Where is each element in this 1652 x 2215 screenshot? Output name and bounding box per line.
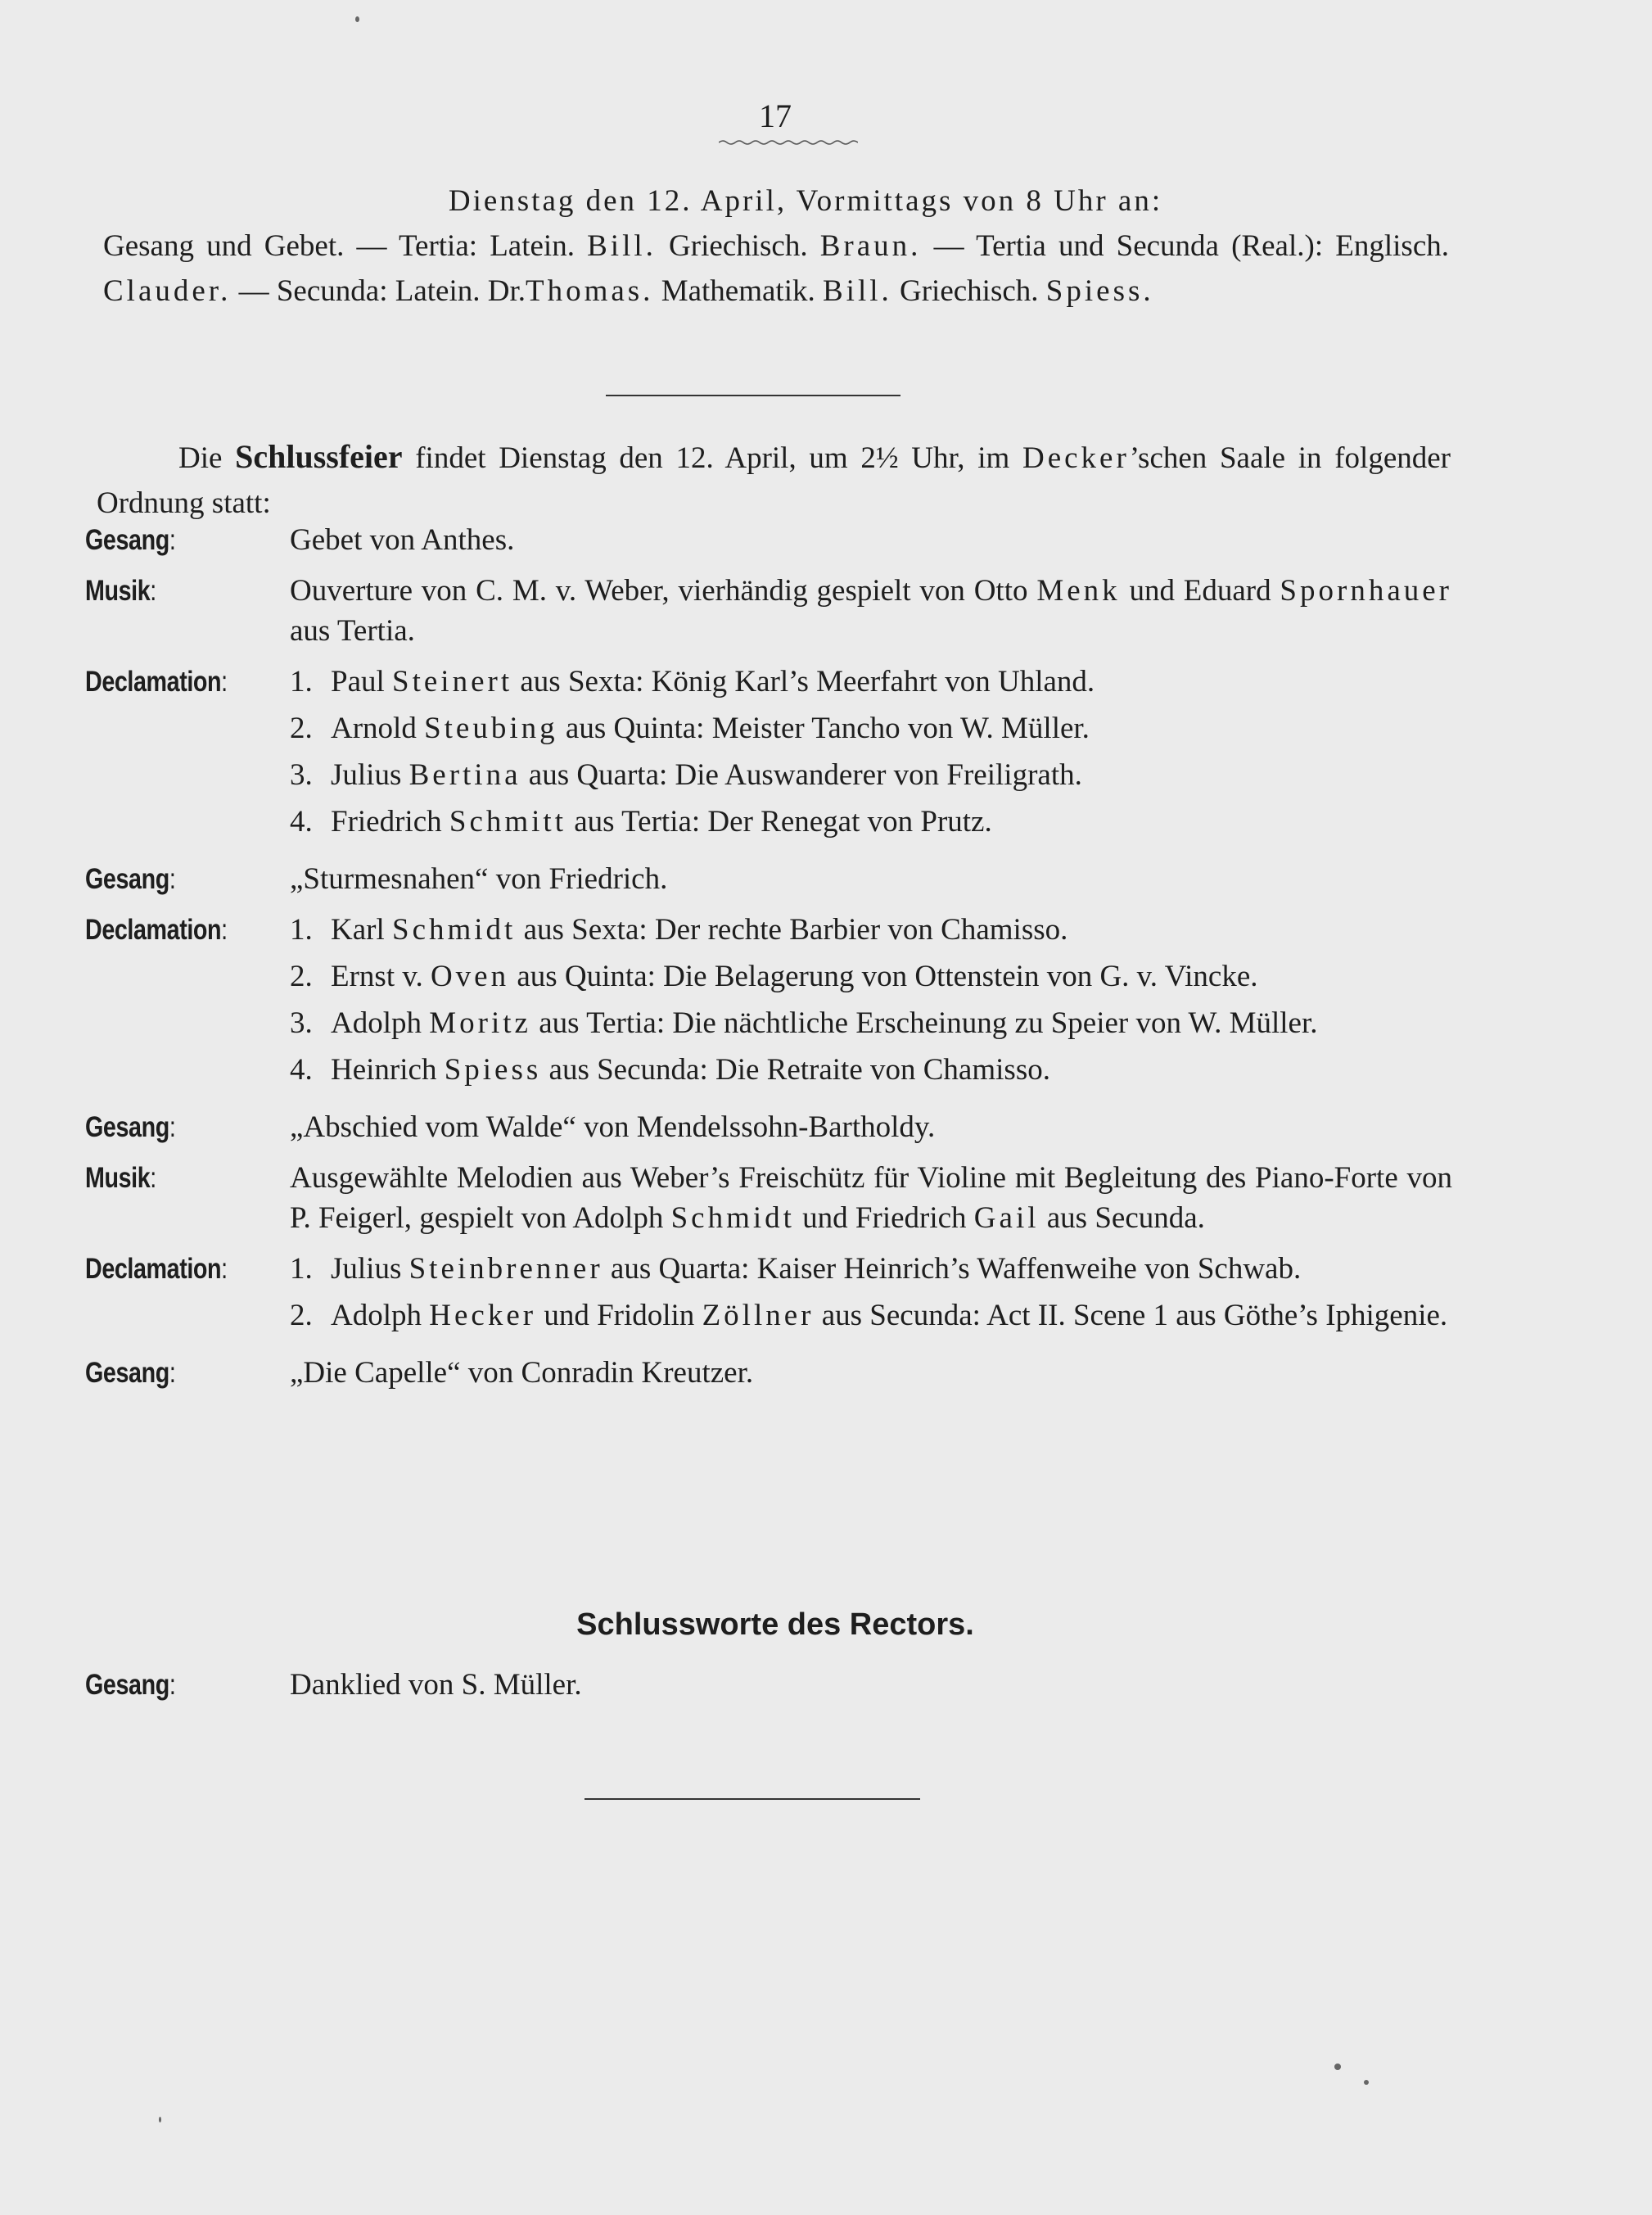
- list-item: 3. Adolph Moritz aus Tertia: Die nächtliche Erscheinung zu Speier von W. Müller.: [290, 1006, 1318, 1040]
- program-row: [85, 910, 1452, 1096]
- intro-paragraph: Die Schlussfeier findet Dienstag den 12. April, um 2½ Uhr, im Decker’schen Saale in folgender Ordnung statt:: [97, 438, 1451, 520]
- program-row: Musik: Ouverture von C. M. v. Weber, vierhändig gespielt von Otto Menk und Eduard Spornhauer aus Tertia.: [85, 571, 1452, 651]
- schlussfeier-heading: Schlussfeier: [235, 438, 403, 475]
- program-row: Gesang: Danklied von S. Müller.: [85, 1665, 1452, 1705]
- paper-speck: [159, 2117, 161, 2122]
- list-item: 1. Julius Steinbrenner aus Quarta: Kaiser Heinrich’s Waffenweihe von Schwab.: [290, 1252, 1302, 1286]
- list-item: 2. Adolph Hecker und Fridolin Zöllner aus Secunda: Act II. Scene 1 aus Göthe’s Iphigenie.: [290, 1299, 1448, 1332]
- program-row: Gesang: „Die Capelle“ von Conradin Kreutzer.: [85, 1353, 1452, 1393]
- end-divider: [585, 1798, 920, 1800]
- list-item: 2. Arnold Steubing aus Quinta: Meister Tancho von W. Müller.: [290, 712, 1090, 745]
- ceremony-program: [85, 520, 1452, 1404]
- list-item: 4. Friedrich Schmitt aus Tertia: Der Renegat von Prutz.: [290, 805, 992, 839]
- program-row: Musik: Ausgewählte Melodien aus Weber’s Freischütz für Violine mit Begleitung des Piano-Forte von P. Feigerl, gespielt von Adolph Schmidt und Friedrich Gail aus Secunda.: [85, 1158, 1452, 1238]
- page-number: 17: [759, 97, 792, 134]
- section-divider: [606, 395, 900, 396]
- program-row: [85, 662, 1452, 848]
- program-row: Gesang: „Sturmesnahen“ von Friedrich.: [85, 859, 1452, 899]
- exam-text: Gesang und Gebet. — Tertia: Latein. Bill. Griechisch. Braun. — Tertia und Secunda (Real.): Englisch. Clauder. — Secunda: Latein. Dr.Thomas. Mathematik. Bill. Griechisch. Spiess.: [103, 229, 1449, 308]
- program-label: Gesang:: [85, 1111, 176, 1143]
- list-item: 4. Heinrich Spiess aus Secunda: Die Retraite von Chamisso.: [290, 1053, 1050, 1087]
- list-item: 1. Karl Schmidt aus Sexta: Der rechte Barbier von Chamisso.: [290, 913, 1068, 947]
- closing-heading: Schlussworte des Rectors.: [576, 1607, 974, 1642]
- program-label: Musik:: [85, 1162, 156, 1194]
- program-label: Gesang:: [85, 863, 176, 895]
- program-label: Declamation:: [85, 914, 228, 946]
- paper-speck: [1334, 2064, 1341, 2070]
- list-item: 1. Paul Steinert aus Sexta: König Karl’s Meerfahrt von Uhland.: [290, 665, 1095, 698]
- program-row: [85, 1249, 1452, 1342]
- final-program-item: [85, 1665, 1452, 1715]
- exam-schedule: [97, 179, 1449, 314]
- program-row: Gesang: „Abschied vom Walde“ von Mendelssohn-Bartholdy.: [85, 1107, 1452, 1147]
- list-item: 2. Ernst v. Oven aus Quinta: Die Belagerung von Ottenstein von G. v. Vincke.: [290, 960, 1258, 993]
- program-row: Gesang: Gebet von Anthes.: [85, 520, 1452, 560]
- program-label: Declamation:: [85, 666, 228, 698]
- program-label: Gesang:: [85, 524, 176, 556]
- program-label: Gesang:: [85, 1357, 176, 1389]
- exam-title: Dienstag den 12. April, Vormittags von 8 Uhr an:: [448, 184, 1163, 218]
- list-item: 3. Julius Bertina aus Quarta: Die Auswanderer von Freiligrath.: [290, 758, 1082, 792]
- paper-speck: [1364, 2080, 1369, 2085]
- paper-speck: [355, 16, 359, 22]
- program-label: Declamation:: [85, 1253, 228, 1285]
- page-number-ornament: [719, 139, 858, 146]
- program-label: Gesang:: [85, 1669, 176, 1701]
- program-label: Musik:: [85, 575, 156, 607]
